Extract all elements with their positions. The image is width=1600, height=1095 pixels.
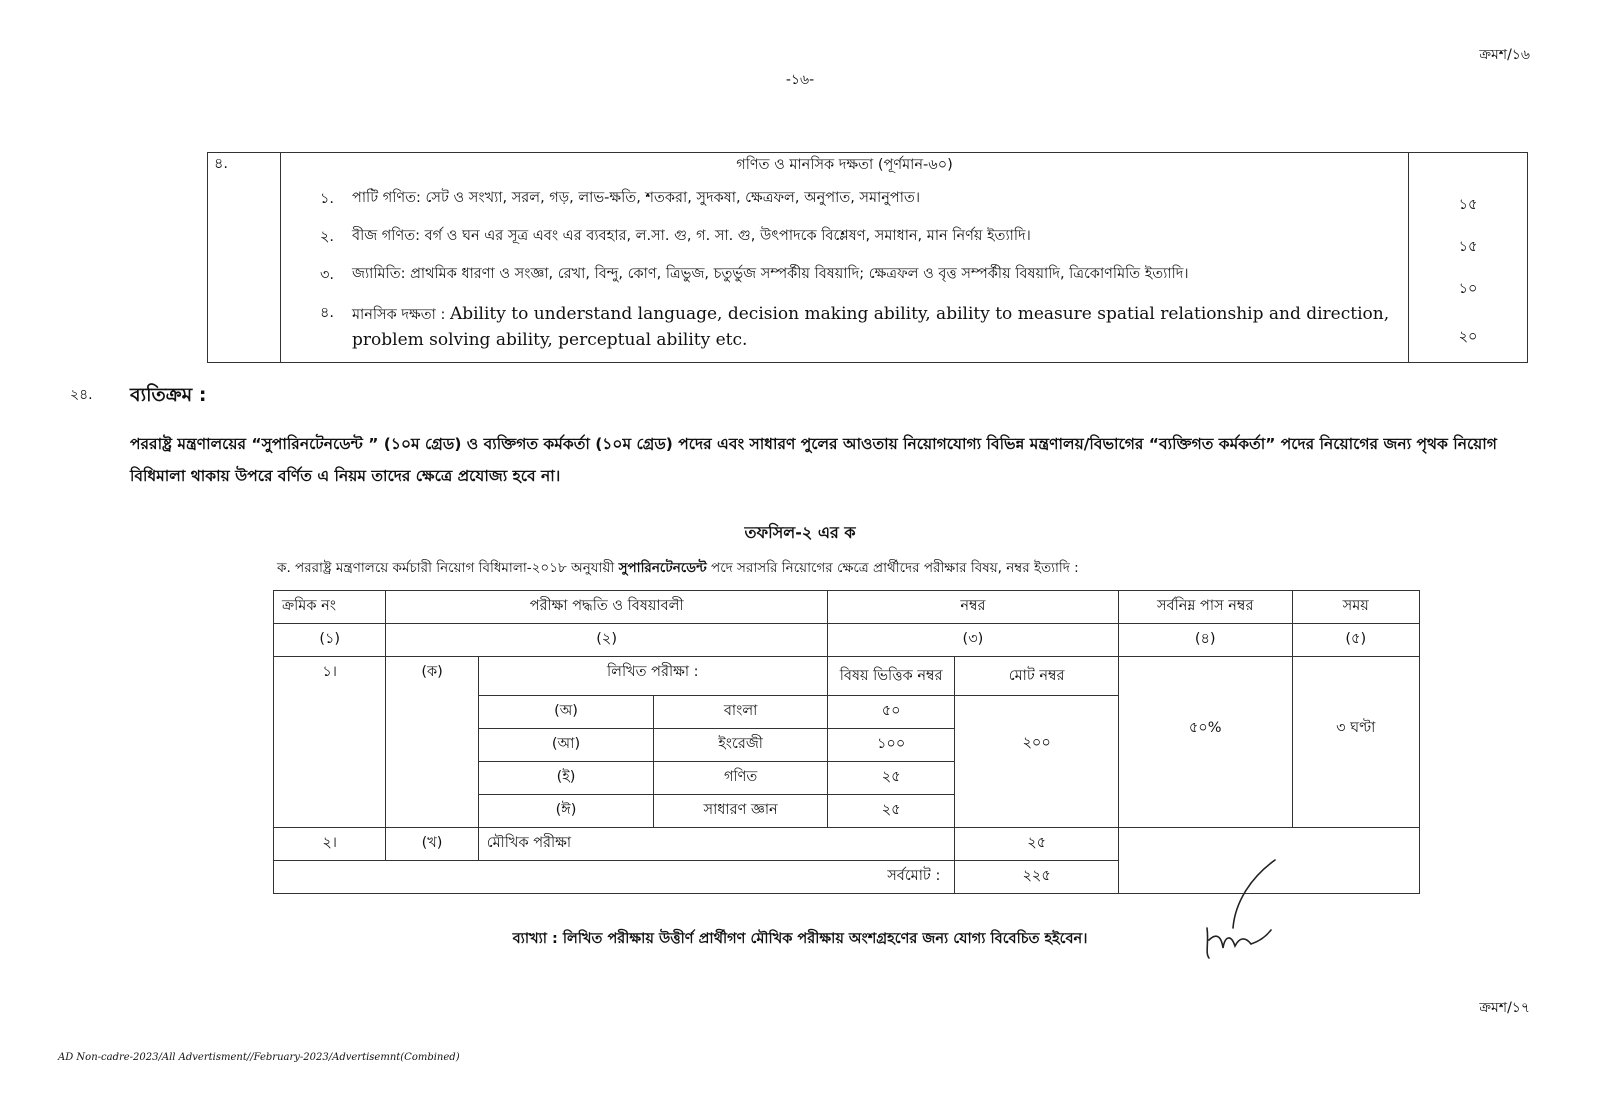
pass-mark-cell: ৫০% — [1118, 657, 1292, 828]
column-number-row — [274, 624, 1420, 657]
col-number: (১) — [274, 624, 386, 657]
marks-cell — [1409, 153, 1528, 363]
col-number: (৩) — [827, 624, 1118, 657]
subject-name: গণিত — [654, 762, 828, 795]
subject-name: সাধারণ জ্ঞান — [654, 795, 828, 828]
subject-marks-label: বিষয় ভিত্তিক নম্বর — [827, 657, 954, 696]
item-number: ৩. — [320, 267, 335, 283]
item-marks: ১৫ — [1458, 239, 1478, 255]
subject-marks: ১০০ — [827, 729, 954, 762]
item-number: ৪. — [320, 305, 335, 321]
header-pass-marks: সর্বনিম্ন পাস নম্বর — [1118, 591, 1292, 624]
table-row — [274, 657, 1420, 696]
serial-cell — [208, 153, 281, 363]
item-text — [352, 302, 1397, 353]
item-marks: ১৫ — [1458, 197, 1478, 213]
header-marks: নম্বর — [827, 591, 1118, 624]
exam-marks-table — [273, 590, 1420, 894]
header-serial: ক্রমিক নং — [274, 591, 386, 624]
serial-cell: ১। — [274, 657, 386, 828]
math-syllabus-table — [207, 152, 1528, 363]
serial-number: ৪. — [214, 156, 229, 172]
section-number: ২৪. — [70, 387, 93, 403]
subject-code: (অ) — [478, 696, 654, 729]
section-body: পররাষ্ট্র মন্ত্রণালয়ের “সুপারিনটেনডেন্ট ” (১০ম গ্রেড) ও ব্যক্তিগত কর্মকর্তা (১০ম গ্রেড) পদের এবং সাধারণ পুলের আওতায় নিয়োগযোগ্য বিভিন্ন মন্ত্রণালয়/বিভাগের “ব্যক্তিগত কর্মকর্তা” পদের নিয়োগের জন্য পৃথক নিয়োগ বিধিমালা থাকায় উপরে বর্ণিত এ নিয়ম তাদের ক্ষেত্রে প্রযোজ্য হবে না। — [130, 435, 1497, 485]
header-time: সময় — [1292, 591, 1420, 624]
oral-exam-marks: ২৫ — [955, 828, 1119, 861]
serial-cell: ২। — [274, 828, 386, 861]
total-marks-label: মোট নম্বর — [955, 657, 1119, 696]
subject-code: (আ) — [478, 729, 654, 762]
subject-code: (ই) — [478, 762, 654, 795]
written-exam-label: লিখিত পরীক্ষা : — [478, 657, 827, 696]
item-text: বীজ গণিত: বর্গ ও ঘন এর সূত্র এবং এর ব্যবহার, ল.সা. গু, গ. সা. গু, উৎপাদকে বিশ্লেষণ, সমাধান, মান নির্ণয় ইত্যাদি। — [352, 228, 1031, 244]
time-cell: ৩ ঘণ্টা — [1292, 657, 1420, 828]
col-number: (২) — [386, 624, 828, 657]
intro-text: ক. পররাষ্ট্র মন্ত্রণালয়ে কর্মচারী নিয়োগ বিধিমালা-২০১৮ অনুযায়ী — [277, 560, 619, 576]
footer-path: AD Non-cadre-2023/All Advertisment//February-2023/Advertisemnt(Combined) — [58, 1052, 460, 1063]
col-number: (৪) — [1118, 624, 1292, 657]
written-total-marks: ২০০ — [955, 696, 1119, 828]
list-item — [282, 182, 1407, 220]
explanation-note: ব্যাখ্যা : লিখিত পরীক্ষায় উত্তীর্ণ প্রার্থীগণ মৌখিক পরীক্ষায় অংশগ্রহণের জন্য যোগ্য বিবেচিত হইবেন। — [512, 931, 1088, 947]
subject-name: ইংরেজী — [654, 729, 828, 762]
math-heading: গণিত ও মানসিক দক্ষতা (পূর্ণমান-৬০) — [736, 157, 953, 173]
oral-exam-label: মৌখিক পরীক্ষা — [478, 828, 955, 861]
subject-marks: ৫০ — [827, 696, 954, 729]
intro-text-end: পদে সরাসরি নিয়োগের ক্ষেত্রে প্রার্থীদের পরীক্ষার বিষয়, নম্বর ইত্যাদি : — [706, 560, 1079, 576]
list-item — [282, 220, 1407, 258]
item-number: ২. — [320, 229, 335, 245]
header-method: পরীক্ষা পদ্ধতি ও বিষয়াবলী — [386, 591, 828, 624]
continuation-top: ক্রমশ/১৬ — [1479, 47, 1530, 63]
content-cell — [281, 153, 1409, 363]
item-text: পাটি গণিত: সেট ও সংখ্যা, সরল, গড়, লাভ-ক্ষতি, শতকরা, সুদকষা, ক্ষেত্রফল, অনুপাত, সমানুপাত। — [352, 190, 921, 206]
grand-total-label: সর্বমোট : — [274, 861, 955, 894]
subject-marks: ২৫ — [827, 762, 954, 795]
item-number: ১. — [320, 191, 335, 207]
schedule-title: তফসিল-২ এর ক — [744, 523, 856, 542]
continuation-bottom: ক্রমশ/১৭ — [1479, 1000, 1530, 1016]
list-item — [282, 296, 1407, 361]
sub-cell: (খ) — [386, 828, 478, 861]
item-marks: ২০ — [1458, 329, 1478, 345]
intro-post-name: সুপারিনটেনডেন্ট — [618, 560, 707, 576]
subject-code: (ঈ) — [478, 795, 654, 828]
section-title: ব্যতিক্রম : — [130, 384, 207, 406]
col-number: (৫) — [1292, 624, 1420, 657]
subject-marks: ২৫ — [827, 795, 954, 828]
item-marks: ১০ — [1458, 281, 1478, 297]
grand-total-value: ২২৫ — [955, 861, 1119, 894]
item-english-text: Ability to understand language, decision making ability, ability to measure spatial relationship and direction, problem solving ability, perceptual ability etc. — [352, 304, 1390, 350]
item-prefix: মানসিক দক্ষতা : — [352, 307, 450, 323]
list-item — [282, 258, 1407, 296]
sub-cell: (ক) — [386, 657, 478, 828]
schedule-intro — [277, 557, 1079, 580]
subject-name: বাংলা — [654, 696, 828, 729]
item-text: জ্যামিতি: প্রাথমিক ধারণা ও সংজ্ঞা, রেখা, বিন্দু, কোণ, ত্রিভুজ, চতুর্ভুজ সম্পর্কীয় বিষয়াদি; ক্ষেত্রফল ও বৃত্ত সম্পর্কীয় বিষয়াদি, ত্রিকোণমিতি ইত্যাদি। — [352, 266, 1189, 282]
header-row — [274, 591, 1420, 624]
table-row — [274, 828, 1420, 861]
page-number: -১৬- — [785, 72, 815, 88]
